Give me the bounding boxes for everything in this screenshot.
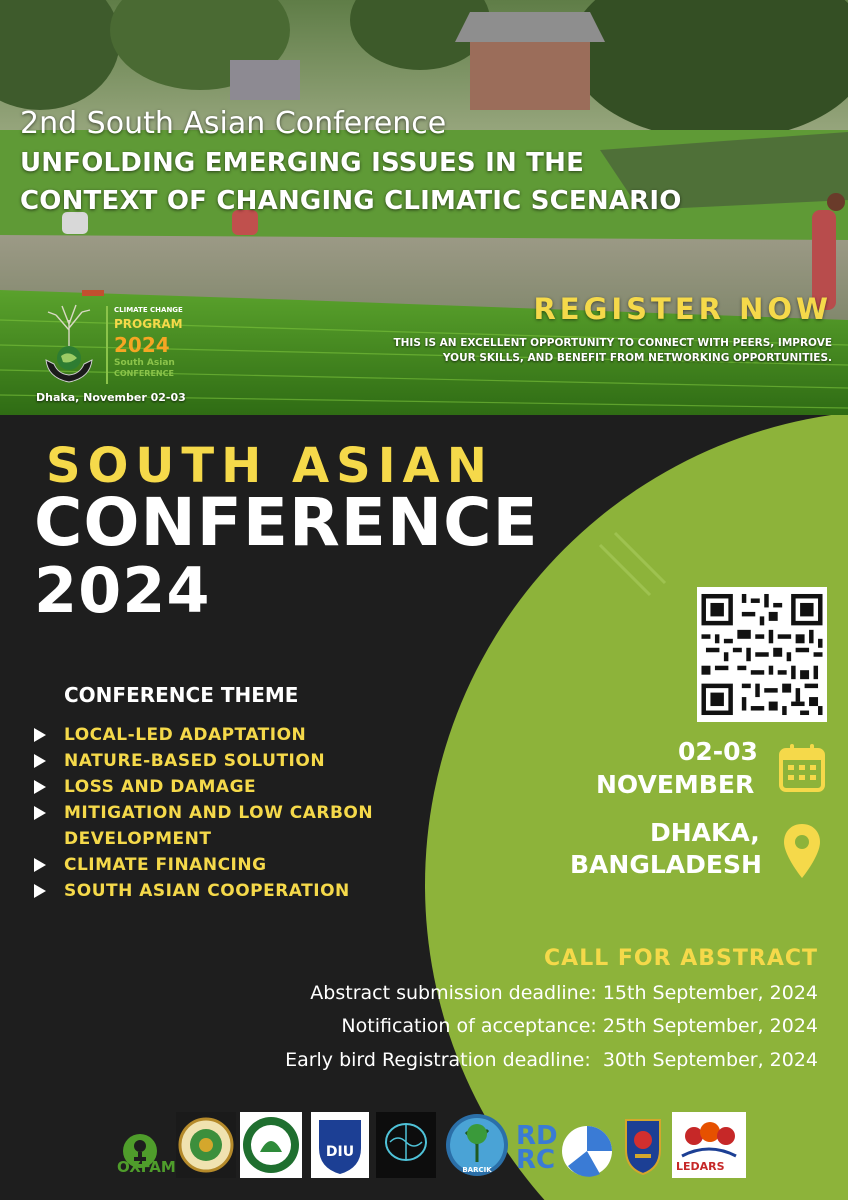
call-for-abstract-heading: CALL FOR ABSTRACT xyxy=(544,946,818,971)
logo-conference: CONFERENCE xyxy=(114,369,174,378)
university-green-logo-icon xyxy=(240,1112,302,1178)
theme-item xyxy=(34,722,474,748)
location-pin-icon xyxy=(782,822,822,880)
theme-item xyxy=(34,852,474,878)
logo-south-asian: South Asian xyxy=(114,358,175,368)
abstract-deadline: Abstract submission deadline: 15th September, 2024 xyxy=(310,982,818,1004)
event-dates: 02-03 xyxy=(678,737,758,766)
rdrc-label-bottom: RC xyxy=(516,1145,556,1175)
theme-list xyxy=(34,722,474,904)
logo-divider xyxy=(106,306,108,384)
triangle-bullet-icon xyxy=(34,806,46,820)
triangle-bullet-icon xyxy=(34,780,46,794)
theme-item-label: SOUTH ASIAN COOPERATION xyxy=(64,881,350,901)
diu-shield-logo-icon xyxy=(311,1112,369,1178)
event-month: NOVEMBER xyxy=(596,770,755,799)
early-bird-deadline: Early bird Registration deadline: 30th September, 2024 xyxy=(285,1049,818,1071)
barcik-logo-icon xyxy=(444,1112,510,1178)
triangle-bullet-icon xyxy=(34,884,46,898)
theme-headline-line2: CONTEXT OF CHANGING CLIMATIC SCENARIO xyxy=(20,186,682,216)
event-city: DHAKA, xyxy=(650,818,760,847)
title-south-asian: SOUTH ASIAN xyxy=(46,438,494,494)
register-description: THIS IS AN EXCELLENT OPPORTUNITY TO CONNECT WITH PEERS, IMPROVE YOUR SKILLS, AND BENEFIT FROM NETWORKING OPPORTUNITIES. xyxy=(393,337,832,364)
partner-seal-logo-icon xyxy=(176,1112,236,1178)
theme-item-label: LOSS AND DAMAGE xyxy=(64,777,257,797)
triangle-bullet-icon xyxy=(34,754,46,768)
theme-item-label: MITIGATION AND LOW CARBON DEVELOPMENT xyxy=(64,803,374,849)
logo-climate-change: CLIMATE CHANGE xyxy=(114,306,183,314)
photo-banner xyxy=(0,0,848,415)
theme-item xyxy=(34,800,474,852)
theme-item xyxy=(34,748,474,774)
event-country: BANGLADESH xyxy=(570,850,762,879)
oxfam-label: OXFAM xyxy=(117,1158,176,1176)
triangle-bullet-icon xyxy=(34,728,46,742)
barcik-label: BARCIK xyxy=(462,1166,492,1174)
theme-item xyxy=(34,774,474,800)
title-conference: CONFERENCE xyxy=(34,484,539,561)
banner-date-place: Dhaka, November 02-03 xyxy=(36,391,186,404)
theme-headline-line1: UNFOLDING EMERGING ISSUES IN THE xyxy=(20,148,585,178)
triangle-bullet-icon xyxy=(34,858,46,872)
theme-item-label: NATURE-BASED SOLUTION xyxy=(64,751,326,771)
theme-item xyxy=(34,878,474,904)
conference-edition: 2nd South Asian Conference xyxy=(20,106,447,141)
title-year: 2024 xyxy=(34,554,211,627)
ledars-label: LEDARS xyxy=(676,1160,725,1173)
logo-year: 2024 xyxy=(114,333,170,357)
rdrc-label-top: RD xyxy=(516,1121,558,1151)
calendar-icon xyxy=(778,743,826,793)
rdrc-logo-icon xyxy=(560,1118,614,1184)
theme-item-label: LOCAL-LED ADAPTATION xyxy=(64,725,307,745)
diu-label: DIU xyxy=(325,1144,355,1160)
theme-item-label: CLIMATE FINANCING xyxy=(64,855,267,875)
qr-code[interactable] xyxy=(697,587,827,722)
logo-program: PROGRAM xyxy=(114,317,183,331)
brain-studies-logo-icon xyxy=(376,1112,436,1178)
register-now-heading: REGISTER NOW xyxy=(533,292,832,326)
conference-theme-heading: CONFERENCE THEME xyxy=(64,683,299,707)
university-crest-logo-icon xyxy=(622,1114,664,1180)
acceptance-notification: Notification of acceptance: 25th September, 2024 xyxy=(341,1015,818,1037)
tree-globe-hands-logo-icon xyxy=(36,300,102,386)
